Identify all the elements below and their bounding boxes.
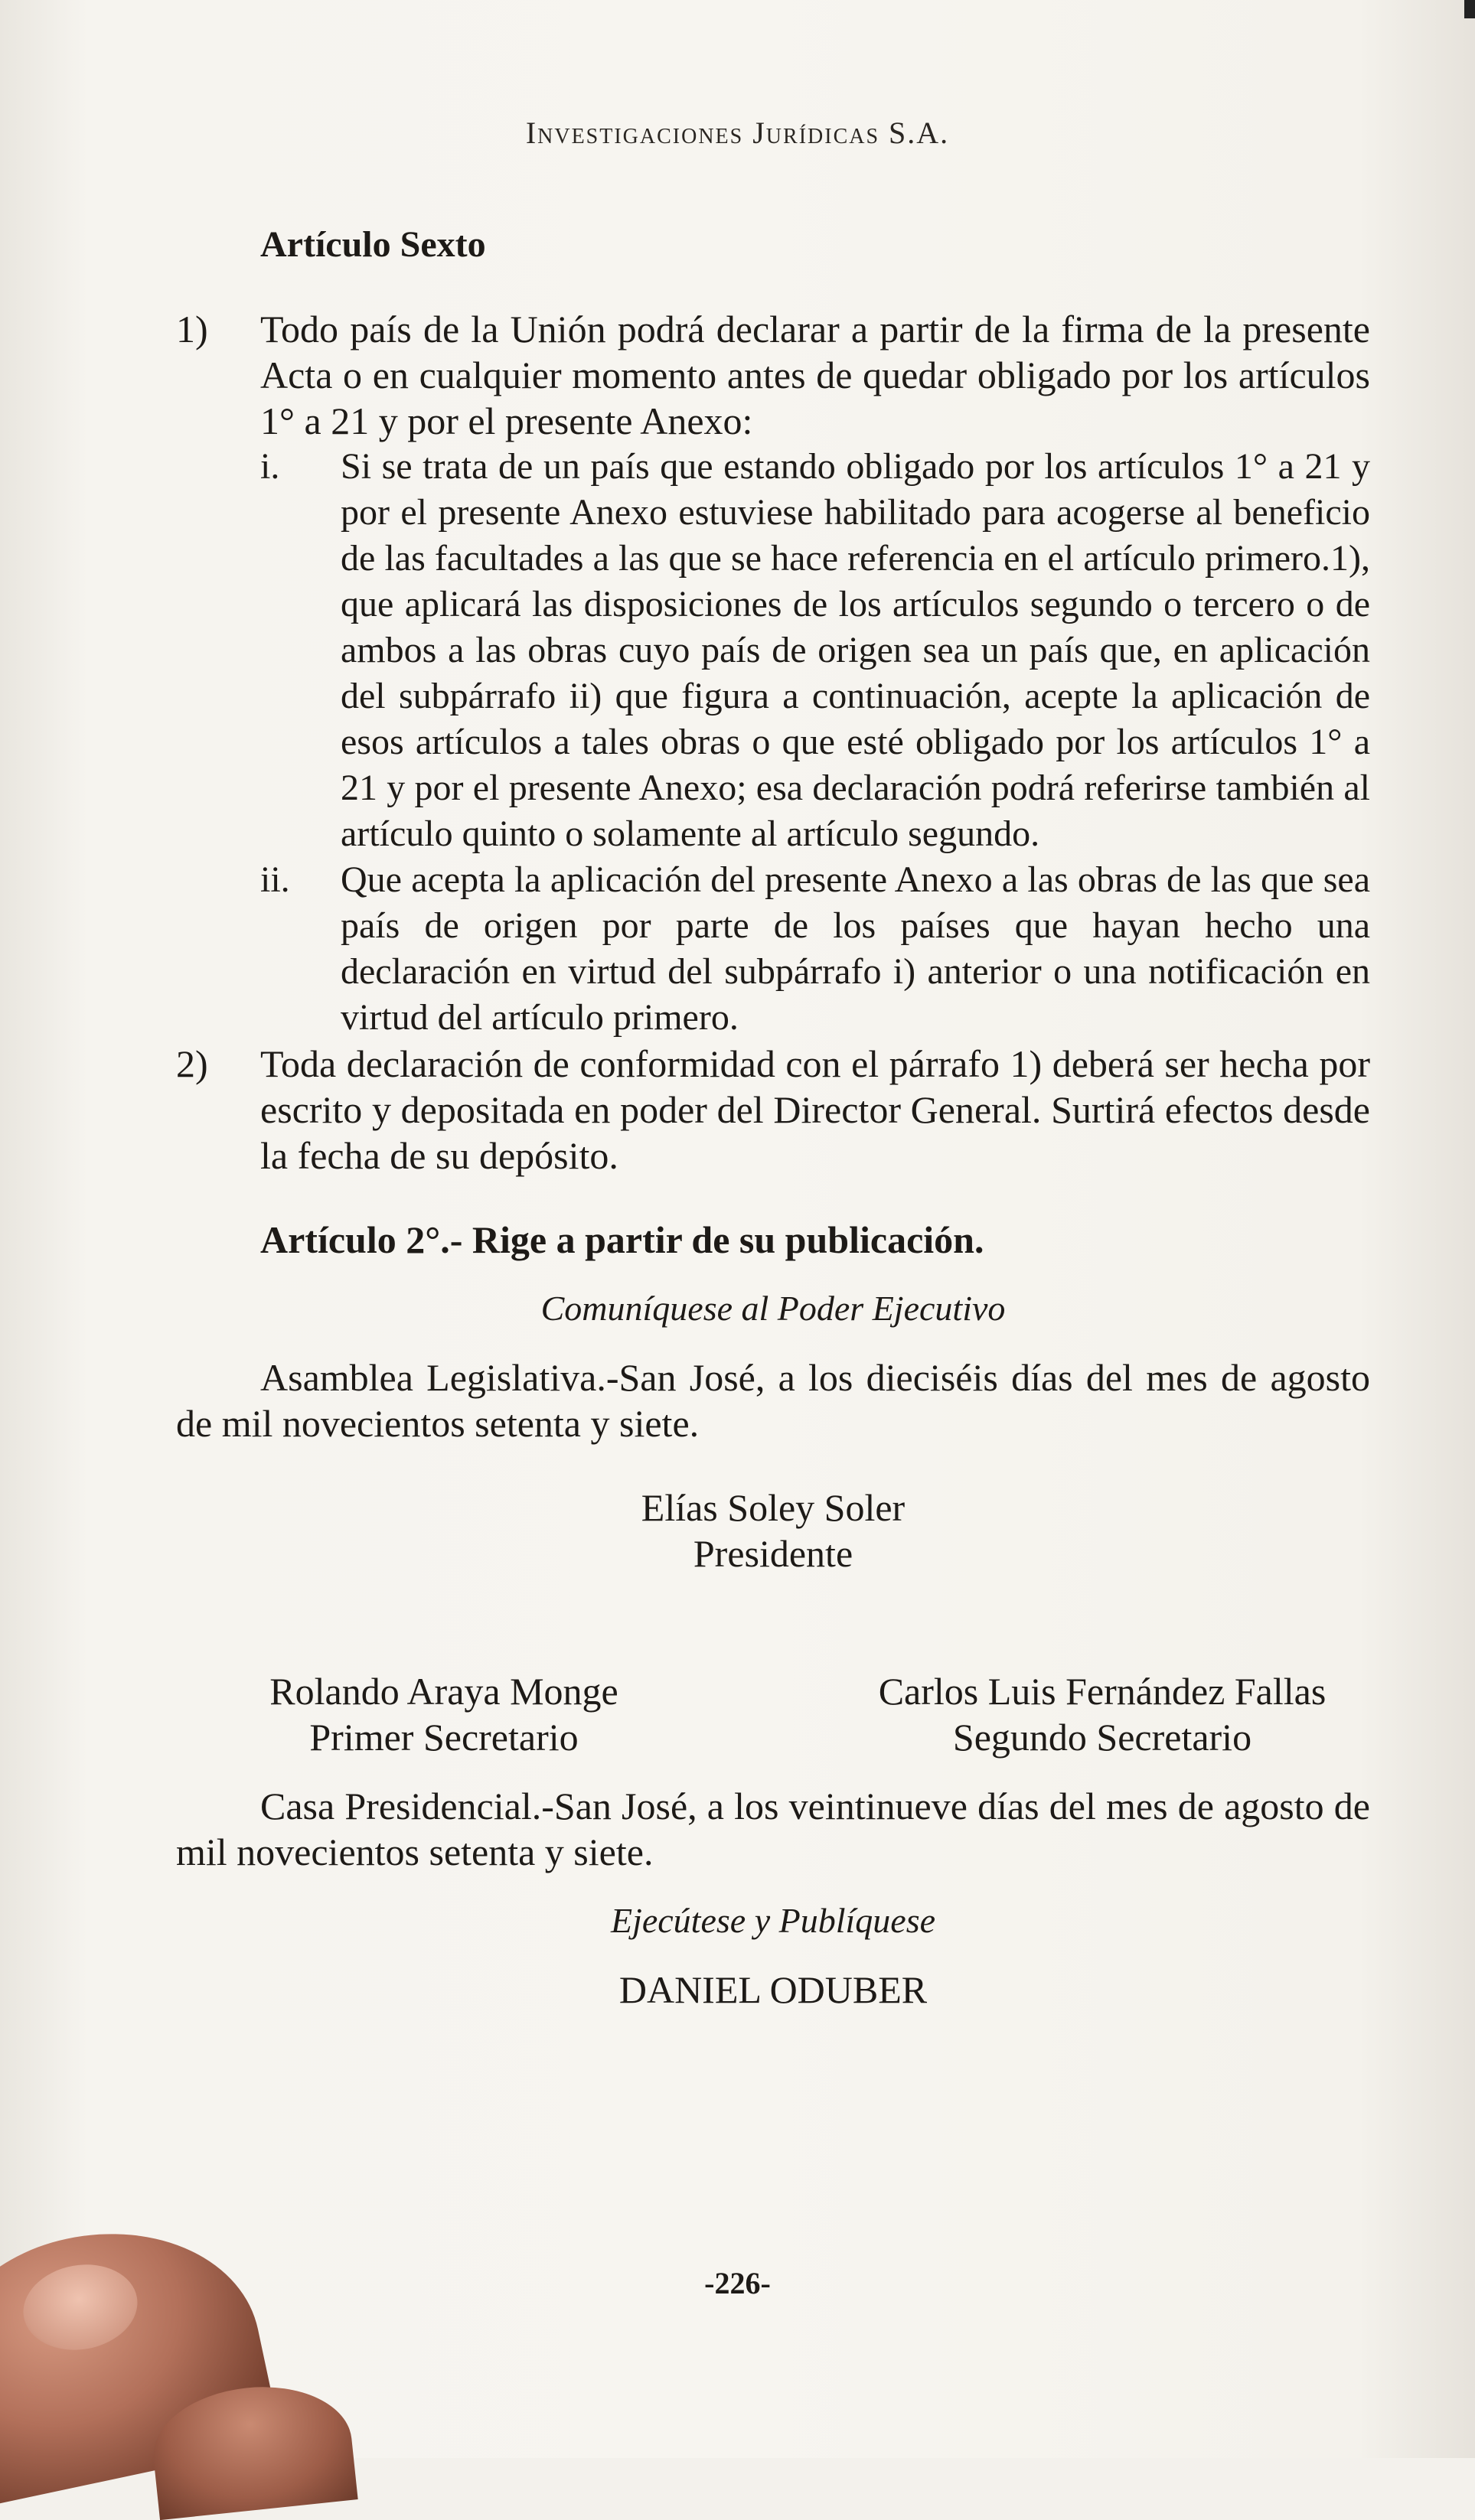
secretaries-row bbox=[176, 1668, 1370, 1760]
asamblea-paragraph: Asamblea Legislativa.-San José, a los dieciséis días del mes de agosto de mil novecientos setenta y siete. bbox=[176, 1356, 1370, 1445]
article-2: Artículo 2°.- Rige a partir de su publicación. bbox=[260, 1218, 984, 1261]
ejecutese-line: Ejecútese y Publíquese bbox=[610, 1901, 936, 1940]
item-1-text: Todo país de la Unión podrá declarar a partir de la firma de la presente Acta o en cualquier momento antes de quedar obligado por los artículos 1° a 21 y por el presente Anexo: bbox=[260, 308, 1370, 442]
executive-signature: DANIEL ODUBER bbox=[618, 1968, 928, 2011]
item-2 bbox=[176, 1041, 1370, 1178]
casa-paragraph: Casa Presidencial.-San José, a los veintinueve días del mes de agosto de mil novecientos setenta y siete. bbox=[176, 1785, 1370, 1873]
second-secretary-title: Segundo Secretario bbox=[952, 1716, 1252, 1759]
item-1-number: 1) bbox=[176, 308, 208, 350]
president-signature bbox=[176, 1485, 1370, 1576]
subitem-ii-text: Que acepta la aplicación del presente Anexo a las obras de las que sea país de origen por parte de los países que hayan hecho una declaración en virtud del subpárrafo i) anterior o una notificación en virtud del artículo primero. bbox=[341, 859, 1370, 1038]
president-title: Presidente bbox=[693, 1532, 853, 1575]
subitem-ii bbox=[260, 857, 1370, 1041]
running-head: Investigaciones Jurídicas S.A. bbox=[525, 116, 950, 150]
item-2-text: Toda declaración de conformidad con el párrafo 1) deberá ser hecha por escrito y depositada en poder del Director General. Surtirá efectos desde la fecha de su depósito. bbox=[260, 1042, 1370, 1177]
corner-mark bbox=[1464, 0, 1475, 18]
article-heading: Artículo Sexto bbox=[260, 224, 486, 265]
item-1 bbox=[176, 306, 1370, 444]
page-content bbox=[176, 222, 1370, 2013]
second-secretary-name: Carlos Luis Fernández Fallas bbox=[878, 1670, 1327, 1713]
first-secretary bbox=[176, 1668, 712, 1760]
subitem-i-number: i. bbox=[260, 446, 280, 487]
subitem-i-text: Si se trata de un país que estando obligado por los artículos 1° a 21 y por el presente Anexo estuviese habilitado para acogerse al beneficio de las facultades a las que se hace referencia en el artículo primero.1), que aplicará las disposiciones de los artículos segundo o tercero o de ambos a las obras cuyo país de origen sea un país que, en aplicación del subpárrafo ii) que figura a continuación, acepte la aplicación de esos artículos a tales obras o que esté obligado por los artículos 1° a 21 y por el presente Anexo; esa declaración podrá referirse también al artículo quinto o solamente al artículo segundo. bbox=[341, 446, 1370, 854]
comuniquese-line: Comuníquese al Poder Ejecutivo bbox=[540, 1289, 1006, 1328]
item-1-subitems bbox=[176, 444, 1370, 1041]
first-secretary-title: Primer Secretario bbox=[309, 1716, 579, 1759]
second-secretary bbox=[834, 1668, 1370, 1760]
page-number: -226- bbox=[704, 2266, 771, 2300]
subitem-ii-number: ii. bbox=[260, 859, 290, 900]
subitem-i bbox=[260, 444, 1370, 857]
item-2-number: 2) bbox=[176, 1042, 208, 1085]
first-secretary-name: Rolando Araya Monge bbox=[269, 1670, 618, 1713]
president-name: Elías Soley Soler bbox=[641, 1486, 906, 1529]
